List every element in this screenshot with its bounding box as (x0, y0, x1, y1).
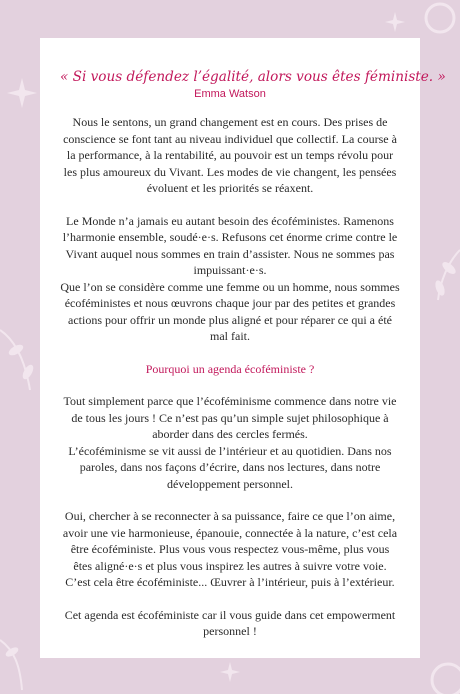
paragraph: Que l’on se considère comme une femme ou un homme, nous sommes écoféministes et nous œuvrons chaque jour par des petites et grandes actions pour offrir un monde plus aligné et pour réparer ce qui a été mal fait. (60, 279, 400, 343)
branch-icon (438, 250, 460, 300)
sparkle-icon (7, 78, 37, 108)
moon-icon (426, 4, 454, 32)
sparkle-icon (385, 12, 405, 32)
paragraph: Cet agenda est écoféministe car il vous guide dans cet empowerment personnel ! (64, 607, 396, 638)
section-heading: Pourquoi un agenda écoféministe ? (145, 361, 315, 376)
quote: « Si vous défendez l’égalité, alors vous êtes féministe. » (60, 69, 446, 85)
paragraph: Nous le sentons, un grand changement est en cours. Des prises de conscience se font tant au niveau individuel que collectif. La course à la performance, à la rentabilité, au pouvoir est un temps révolu pour les plus amoureux du Vivant. Les modes de vie changent, les pensées évoluent et les priorités se réaxent. (63, 115, 397, 195)
paragraph: Oui, chercher à se reconnecter à sa puissance, faire ce que l’on aime, avoir une vie harmonieuse, épanouie, connectée à la nature, c’est cela être écoféministe. Plus vous vous respectez vous-même, plus vous êtes aligné·e·s et plus vous inspirez les autres à suivre votre voie. C’est cela être écoféministe... Œuvrer à l’intérieur, puis à l’extérieur. (62, 509, 398, 589)
branch-icon (0, 640, 22, 690)
moon-icon (432, 664, 460, 694)
paragraph: Le Monde n’a jamais eu autant besoin des écoféministes. Ramenons l’harmonie ensemble, soudé·e·s. Refusons cet énorme crime contre le Vivant auquel nous sommes en train d’assister. Nous ne sommes pas impuissant·e·s. (62, 213, 398, 277)
quote-author: Emma Watson (194, 88, 266, 100)
sparkle-icon (220, 662, 240, 682)
content-card (40, 38, 446, 658)
paragraph: L’écoféminisme se vit aussi de l’intérieur et au quotidien. Dans nos paroles, dans nos façons d’écrire, dans nos lectures, dans notre développement personnel. (68, 443, 392, 491)
paragraph: Tout simplement parce que l’écoféminisme commence dans notre vie de tous les jours ! Ce n’est pas qu’un simple sujet philosophique à aborder dans des cercles fermés. (63, 394, 397, 441)
branch-icon (0, 330, 30, 390)
